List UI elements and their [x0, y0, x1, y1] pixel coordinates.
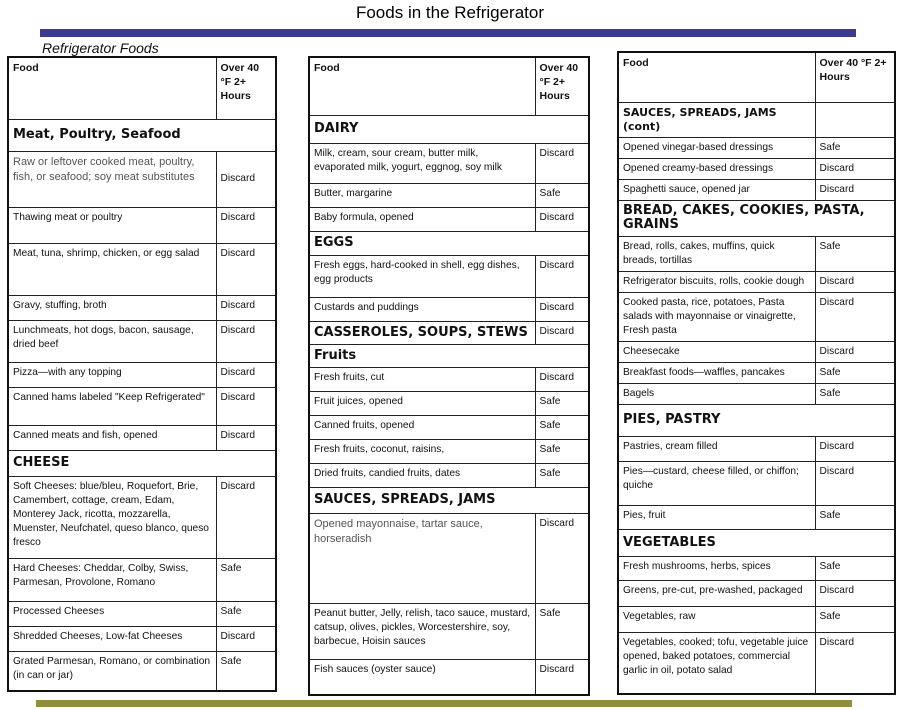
- food-status: Safe: [815, 137, 895, 158]
- food-name: Butter, margarine: [309, 183, 535, 207]
- food-status: Discard: [216, 243, 276, 295]
- food-row: [309, 391, 589, 415]
- section-title: Meat, Poultry, Seafood: [8, 119, 276, 151]
- section-title: DAIRY: [309, 115, 589, 143]
- food-row: [8, 151, 276, 207]
- food-name: Gravy, stuffing, broth: [8, 295, 216, 320]
- food-name: Fresh eggs, hard-cooked in shell, egg dishes, egg products: [309, 255, 535, 297]
- section-header-row: [618, 200, 895, 236]
- food-row: [8, 362, 276, 387]
- food-status: Safe: [535, 391, 589, 415]
- food-name: Canned hams labeled "Keep Refrigerated": [8, 387, 216, 425]
- food-status: Discard: [815, 271, 895, 292]
- food-name: Fresh mushrooms, herbs, spices: [618, 556, 815, 580]
- food-table-column-2: [308, 56, 590, 696]
- section-header-row: [618, 529, 895, 556]
- food-status: Discard: [815, 341, 895, 362]
- food-status: Safe: [535, 603, 589, 659]
- food-status: Discard: [535, 255, 589, 297]
- food-name: Pies, fruit: [618, 505, 815, 529]
- page-title: Foods in the Refrigerator: [355, 3, 545, 22]
- food-name: Canned meats and fish, opened: [8, 425, 216, 450]
- food-name: Cheesecake: [618, 341, 815, 362]
- section-title: VEGETABLES: [618, 529, 895, 556]
- food-name: Hard Cheeses: Cheddar, Colby, Swiss, Parmesan, Provolone, Romano: [8, 558, 216, 601]
- food-status: Discard: [216, 626, 276, 651]
- food-row: [8, 387, 276, 425]
- food-row: [618, 236, 895, 271]
- food-name: Meat, tuna, shrimp, chicken, or egg salad: [8, 243, 216, 295]
- food-row: [309, 463, 589, 487]
- food-name: Pizza—with any topping: [8, 362, 216, 387]
- food-row: [309, 183, 589, 207]
- section-title: CASSEROLES, SOUPS, STEWS: [309, 321, 535, 344]
- food-name: Breakfast foods—waffles, pancakes: [618, 362, 815, 383]
- food-status: Discard: [815, 632, 895, 694]
- food-row: [618, 292, 895, 341]
- food-status: Safe: [216, 601, 276, 626]
- food-row: [618, 461, 895, 505]
- food-row: [618, 436, 895, 461]
- food-name: Thawing meat or poultry: [8, 207, 216, 243]
- food-name: Peanut butter, Jelly, relish, taco sauce, mustard, catsup, olives, pickles, Worcestershire, soy, barbecue, Hoisin sauces: [309, 603, 535, 659]
- food-name: Raw or leftover cooked meat, poultry, fish, or seafood; soy meat substitutes: [8, 151, 216, 207]
- section-header-row: [618, 404, 895, 436]
- food-status: Discard: [216, 387, 276, 425]
- food-name: Bagels: [618, 383, 815, 404]
- food-status: Discard: [815, 292, 895, 341]
- page-subtitle: Refrigerator Foods: [42, 40, 159, 56]
- section-header-row: [8, 119, 276, 151]
- section-header-row: [309, 231, 589, 255]
- food-status: Discard: [216, 207, 276, 243]
- food-status: Safe: [535, 415, 589, 439]
- food-status: Discard: [535, 297, 589, 321]
- food-row: [309, 439, 589, 463]
- food-row: [309, 207, 589, 231]
- food-row: [618, 137, 895, 158]
- food-status: Discard: [535, 207, 589, 231]
- food-row: [8, 295, 276, 320]
- food-name: Fish sauces (oyster sauce): [309, 659, 535, 695]
- food-name: Spaghetti sauce, opened jar: [618, 179, 815, 200]
- section-header-row: [618, 102, 895, 137]
- food-name: Lunchmeats, hot dogs, bacon, sausage, dried beef: [8, 320, 216, 362]
- food-name: Opened creamy-based dressings: [618, 158, 815, 179]
- food-row: [8, 243, 276, 295]
- table-header-row: [309, 57, 589, 115]
- food-row: [618, 341, 895, 362]
- table-header-row: [8, 57, 276, 119]
- food-row: [618, 580, 895, 606]
- section-title: PIES, PASTRY: [618, 404, 895, 436]
- section-header-row: [309, 344, 589, 367]
- food-row: [309, 255, 589, 297]
- food-name: Pastries, cream filled: [618, 436, 815, 461]
- food-row: [618, 505, 895, 529]
- section-header-row: [8, 450, 276, 476]
- food-status: Safe: [216, 558, 276, 601]
- food-name: Bread, rolls, cakes, muffins, quick breads, tortillas: [618, 236, 815, 271]
- food-name: Soft Cheeses: blue/bleu, Roquefort, Brie, Camembert, cottage, cream, Edam, Monterey Jack, ricotta, mozzarella, Muenster, Neufchatel, queso blanco, queso fresco: [8, 476, 216, 558]
- food-status: Discard: [216, 295, 276, 320]
- food-status: Safe: [815, 505, 895, 529]
- food-row: [8, 651, 276, 691]
- food-name: Greens, pre-cut, pre-washed, packaged: [618, 580, 815, 606]
- food-name: Pies—custard, cheese filled, or chiffon; quiche: [618, 461, 815, 505]
- food-row: [618, 362, 895, 383]
- bottom-divider-bar: [36, 700, 852, 707]
- food-name: Cooked pasta, rice, potatoes, Pasta salads with mayonnaise or vinaigrette, Fresh pasta: [618, 292, 815, 341]
- food-name: Fresh fruits, coconut, raisins,: [309, 439, 535, 463]
- header-food: Food: [309, 57, 535, 115]
- food-row: [618, 606, 895, 632]
- food-row: [309, 367, 589, 391]
- food-status: Discard: [216, 425, 276, 450]
- table-header-row: [618, 52, 895, 102]
- header-food: Food: [618, 52, 815, 102]
- food-name: Processed Cheeses: [8, 601, 216, 626]
- food-row: [618, 158, 895, 179]
- section-title: CHEESE: [8, 450, 276, 476]
- food-status: Safe: [815, 383, 895, 404]
- food-row: [309, 659, 589, 695]
- food-row: [309, 415, 589, 439]
- food-row: [618, 556, 895, 580]
- food-table-column-1: [7, 56, 277, 692]
- food-name: Opened vinegar-based dressings: [618, 137, 815, 158]
- food-name: Fresh fruits, cut: [309, 367, 535, 391]
- food-status: Discard: [815, 179, 895, 200]
- food-status: Safe: [535, 463, 589, 487]
- food-status: Safe: [815, 236, 895, 271]
- food-row: [8, 601, 276, 626]
- food-status: Discard: [216, 320, 276, 362]
- section-title: SAUCES, SPREADS, JAMS (cont): [618, 102, 815, 137]
- food-status: Discard: [216, 362, 276, 387]
- food-status: Discard: [815, 461, 895, 505]
- food-status: Discard: [535, 513, 589, 603]
- food-status: Safe: [535, 439, 589, 463]
- header-food: Food: [8, 57, 216, 119]
- food-status: Discard: [216, 151, 276, 207]
- food-name: Shredded Cheeses, Low-fat Cheeses: [8, 626, 216, 651]
- food-status: Discard: [535, 659, 589, 695]
- food-row: [8, 425, 276, 450]
- header-temperature: Over 40 °F 2+ Hours: [535, 57, 589, 115]
- food-status: Discard: [535, 367, 589, 391]
- food-name: Grated Parmesan, Romano, or combination (in can or jar): [8, 651, 216, 691]
- food-status: Safe: [535, 183, 589, 207]
- food-name: Vegetables, raw: [618, 606, 815, 632]
- top-divider-bar: [40, 29, 856, 37]
- food-name: Vegetables, cooked; tofu, vegetable juice opened, baked potatoes, commercial garlic in oil, potato salad: [618, 632, 815, 694]
- food-row: [8, 476, 276, 558]
- food-status: Discard: [815, 158, 895, 179]
- food-status: Safe: [815, 362, 895, 383]
- food-name: Refrigerator biscuits, rolls, cookie dough: [618, 271, 815, 292]
- food-status: Safe: [815, 606, 895, 632]
- food-name: Canned fruits, opened: [309, 415, 535, 439]
- empty-cell: [815, 102, 895, 137]
- header-temperature: Over 40 °F 2+ Hours: [216, 57, 276, 119]
- food-row: [309, 297, 589, 321]
- food-row: [8, 320, 276, 362]
- section-header-row: [309, 115, 589, 143]
- food-status: Discard: [535, 143, 589, 183]
- food-status: Discard: [815, 436, 895, 461]
- food-name: Milk, cream, sour cream, butter milk, evaporated milk, yogurt, eggnog, soy milk: [309, 143, 535, 183]
- food-name: Custards and puddings: [309, 297, 535, 321]
- food-name: Opened mayonnaise, tartar sauce, horseradish: [309, 513, 535, 603]
- food-row: [618, 632, 895, 694]
- food-row: [309, 603, 589, 659]
- food-row: [8, 207, 276, 243]
- header-temperature: Over 40 °F 2+ Hours: [815, 52, 895, 102]
- food-status: Discard: [535, 321, 589, 344]
- section-header-row: [309, 487, 589, 513]
- food-row: [309, 143, 589, 183]
- section-title: SAUCES, SPREADS, JAMS: [309, 487, 589, 513]
- section-title: Fruits: [309, 344, 589, 367]
- food-table-column-3: [617, 51, 896, 695]
- food-name: Baby formula, opened: [309, 207, 535, 231]
- food-row: [618, 179, 895, 200]
- food-row: [309, 513, 589, 603]
- section-title: BREAD, CAKES, COOKIES, PASTA, GRAINS: [618, 200, 895, 236]
- food-row: [618, 383, 895, 404]
- food-status: Safe: [815, 556, 895, 580]
- food-row: [8, 626, 276, 651]
- food-status: Discard: [216, 476, 276, 558]
- food-name: Fruit juices, opened: [309, 391, 535, 415]
- food-row: [8, 558, 276, 601]
- section-header-row: [309, 321, 589, 344]
- food-status: Safe: [216, 651, 276, 691]
- food-row: [618, 271, 895, 292]
- section-title: EGGS: [309, 231, 589, 255]
- food-status: Discard: [815, 580, 895, 606]
- food-name: Dried fruits, candied fruits, dates: [309, 463, 535, 487]
